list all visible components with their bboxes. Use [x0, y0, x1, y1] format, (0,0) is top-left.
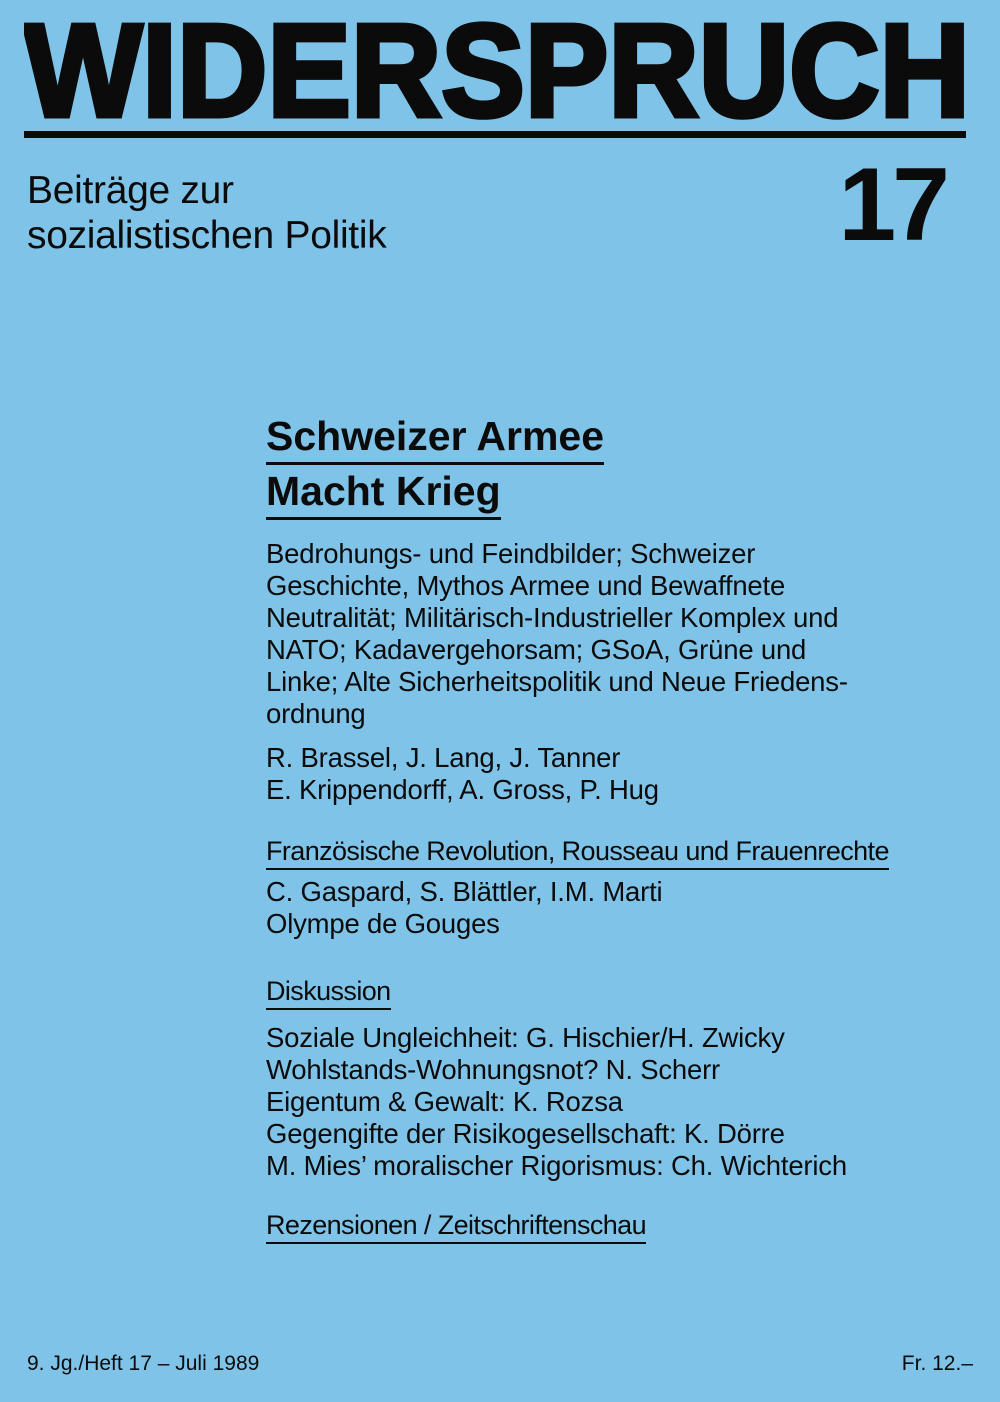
- list-item: Eigentum & Gewalt: K. Rozsa: [266, 1086, 623, 1117]
- topics-list: [266, 538, 966, 730]
- masthead-wordmark: [24, 10, 974, 122]
- headline-2: Macht Krieg: [266, 465, 501, 520]
- issue-info: 9. Jg./Heft 17 – Juli 1989: [27, 1352, 260, 1375]
- topics-line: Bedrohungs- und Feindbilder; Schweizer: [266, 538, 756, 569]
- masthead-rule: [24, 131, 966, 138]
- issue-number: 17: [838, 147, 946, 263]
- section-heading-revolution: Französische Revolution, Rousseau und Frauenrechte: [266, 834, 889, 870]
- topics-line: ordnung: [266, 698, 366, 729]
- main-authors: [266, 742, 966, 806]
- topics-line: Neutralität; Militärisch-Industrieller Komplex und: [266, 602, 839, 633]
- list-item: Soziale Ungleichheit: G. Hischier/H. Zwicky: [266, 1022, 785, 1053]
- masthead-title: [24, 10, 974, 122]
- revolution-authors: [266, 876, 966, 940]
- author-line: R. Brassel, J. Lang, J. Tanner: [266, 742, 621, 773]
- author-line: E. Krippendorff, A. Gross, P. Hug: [266, 774, 659, 805]
- list-item: M. Mies’ moralischer Rigorismus: Ch. Wichterich: [266, 1150, 847, 1181]
- masthead-text: WIDERSPRUCH: [24, 10, 970, 122]
- author-line: C. Gaspard, S. Blättler, I.M. Marti: [266, 876, 663, 907]
- list-item: Wohlstands-Wohnungsnot? N. Scherr: [266, 1054, 721, 1085]
- subtitle-line-1: Beiträge zur: [27, 169, 234, 212]
- section-heading-discussion: Diskussion: [266, 974, 391, 1010]
- price: Fr. 12.–: [901, 1352, 973, 1375]
- discussion-list: [266, 1022, 966, 1182]
- topics-line: Linke; Alte Sicherheitspolitik und Neue Friedens-: [266, 666, 848, 697]
- author-line: Olympe de Gouges: [266, 908, 500, 939]
- topics-line: NATO; Kadavergehorsam; GSoA, Grüne und: [266, 634, 807, 665]
- subtitle-line-2: sozialistischen Politik: [27, 214, 387, 257]
- topics-line: Geschichte, Mythos Armee und Bewaffnete: [266, 570, 786, 601]
- subtitle: [27, 168, 386, 258]
- list-item: Gegengifte der Risikogesellschaft: K. Dörre: [266, 1118, 785, 1149]
- headline-1: Schweizer Armee: [266, 410, 604, 465]
- contents: [266, 410, 966, 1244]
- section-heading-reviews: Rezensionen / Zeitschriftenschau: [266, 1208, 646, 1244]
